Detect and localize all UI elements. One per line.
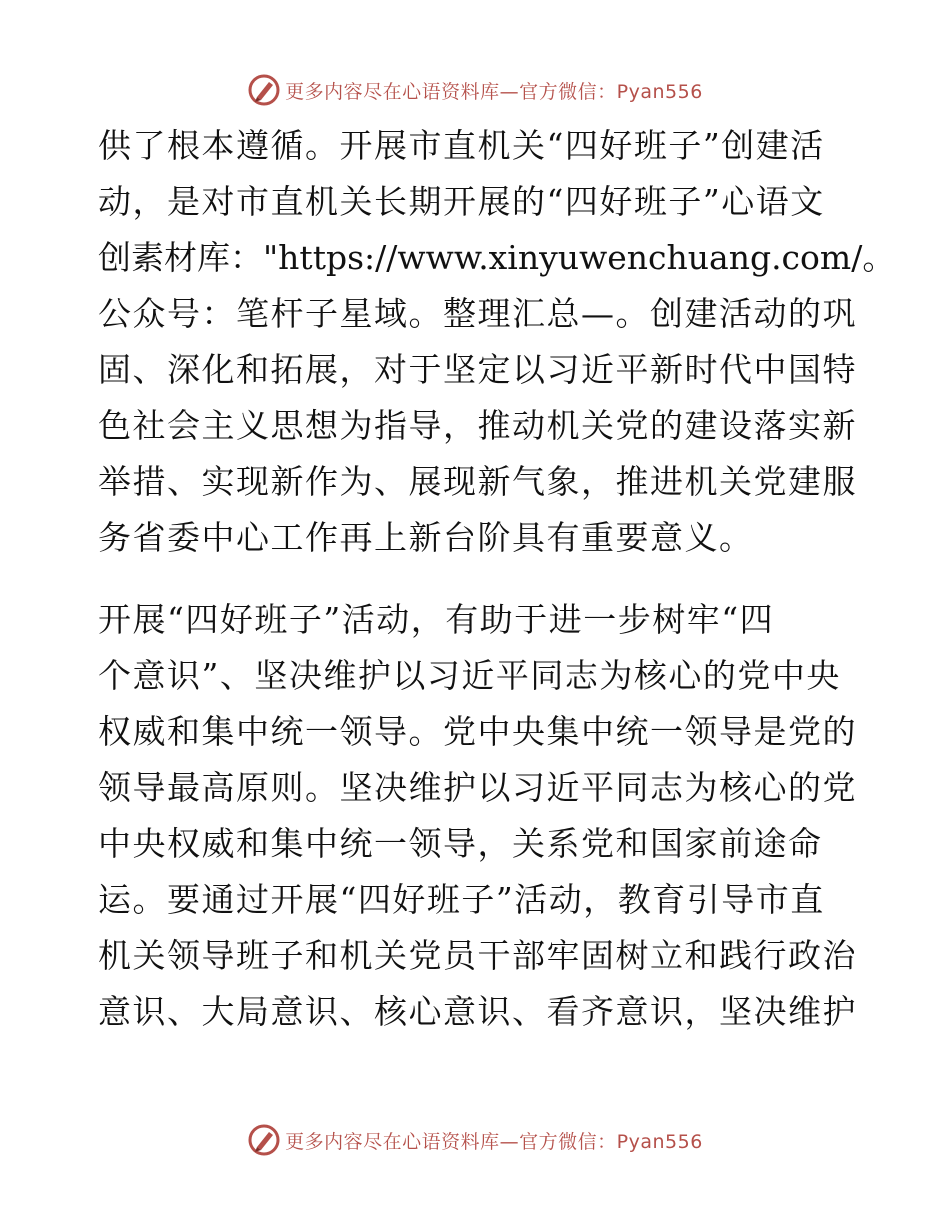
text-line: 开展“四好班子”活动，有助于进一步树牢“四 bbox=[98, 600, 775, 639]
paragraph-1 bbox=[98, 118, 896, 566]
pen-logo-icon bbox=[247, 1123, 281, 1157]
text-line: 个意识”、坚决维护以习近平同志为核心的党中央 bbox=[98, 656, 841, 695]
text-line: 色社会主义思想为指导，推动机关党的建设落实新 bbox=[98, 406, 857, 445]
pen-logo-icon bbox=[247, 73, 281, 107]
document-body bbox=[98, 118, 896, 1040]
paragraph-2 bbox=[98, 592, 858, 1040]
text-line: 运。要通过开展“四好班子”活动，教育引导市直 bbox=[98, 880, 825, 919]
text-line: 动，是对市直机关长期开展的“四好班子”心语文 bbox=[98, 182, 825, 221]
text-line: 创素材库："https://www.xinyuwenchuang.com/。 bbox=[98, 238, 896, 277]
watermark-text: 更多内容尽在心语资料库—官方微信：Pyan556 bbox=[285, 80, 703, 103]
text-line: 权威和集中统一领导。党中央集中统一领导是党的 bbox=[98, 712, 857, 751]
text-line: 举措、实现新作为、展现新气象，推进机关党建服 bbox=[98, 462, 857, 501]
text-line: 中央权威和集中统一领导，关系党和国家前途命 bbox=[98, 824, 823, 863]
watermark-text: 更多内容尽在心语资料库—官方微信：Pyan556 bbox=[285, 1130, 703, 1153]
text-line: 供了根本遵循。开展市直机关“四好班子”创建活 bbox=[98, 126, 825, 165]
text-line: 公众号：笔杆子星域。整理汇总—。创建活动的巩 bbox=[98, 294, 857, 333]
text-line: 意识、大局意识、核心意识、看齐意识，坚决维护 bbox=[98, 992, 857, 1031]
text-line: 机关领导班子和机关党员干部牢固树立和践行政治 bbox=[98, 936, 857, 975]
text-line: 领导最高原则。坚决维护以习近平同志为核心的党 bbox=[98, 768, 857, 807]
header-watermark bbox=[0, 70, 950, 110]
text-line: 务省委中心工作再上新台阶具有重要意义。 bbox=[98, 518, 754, 557]
text-line: 固、深化和拓展，对于坚定以习近平新时代中国特 bbox=[98, 350, 857, 389]
footer-watermark bbox=[0, 1120, 950, 1160]
